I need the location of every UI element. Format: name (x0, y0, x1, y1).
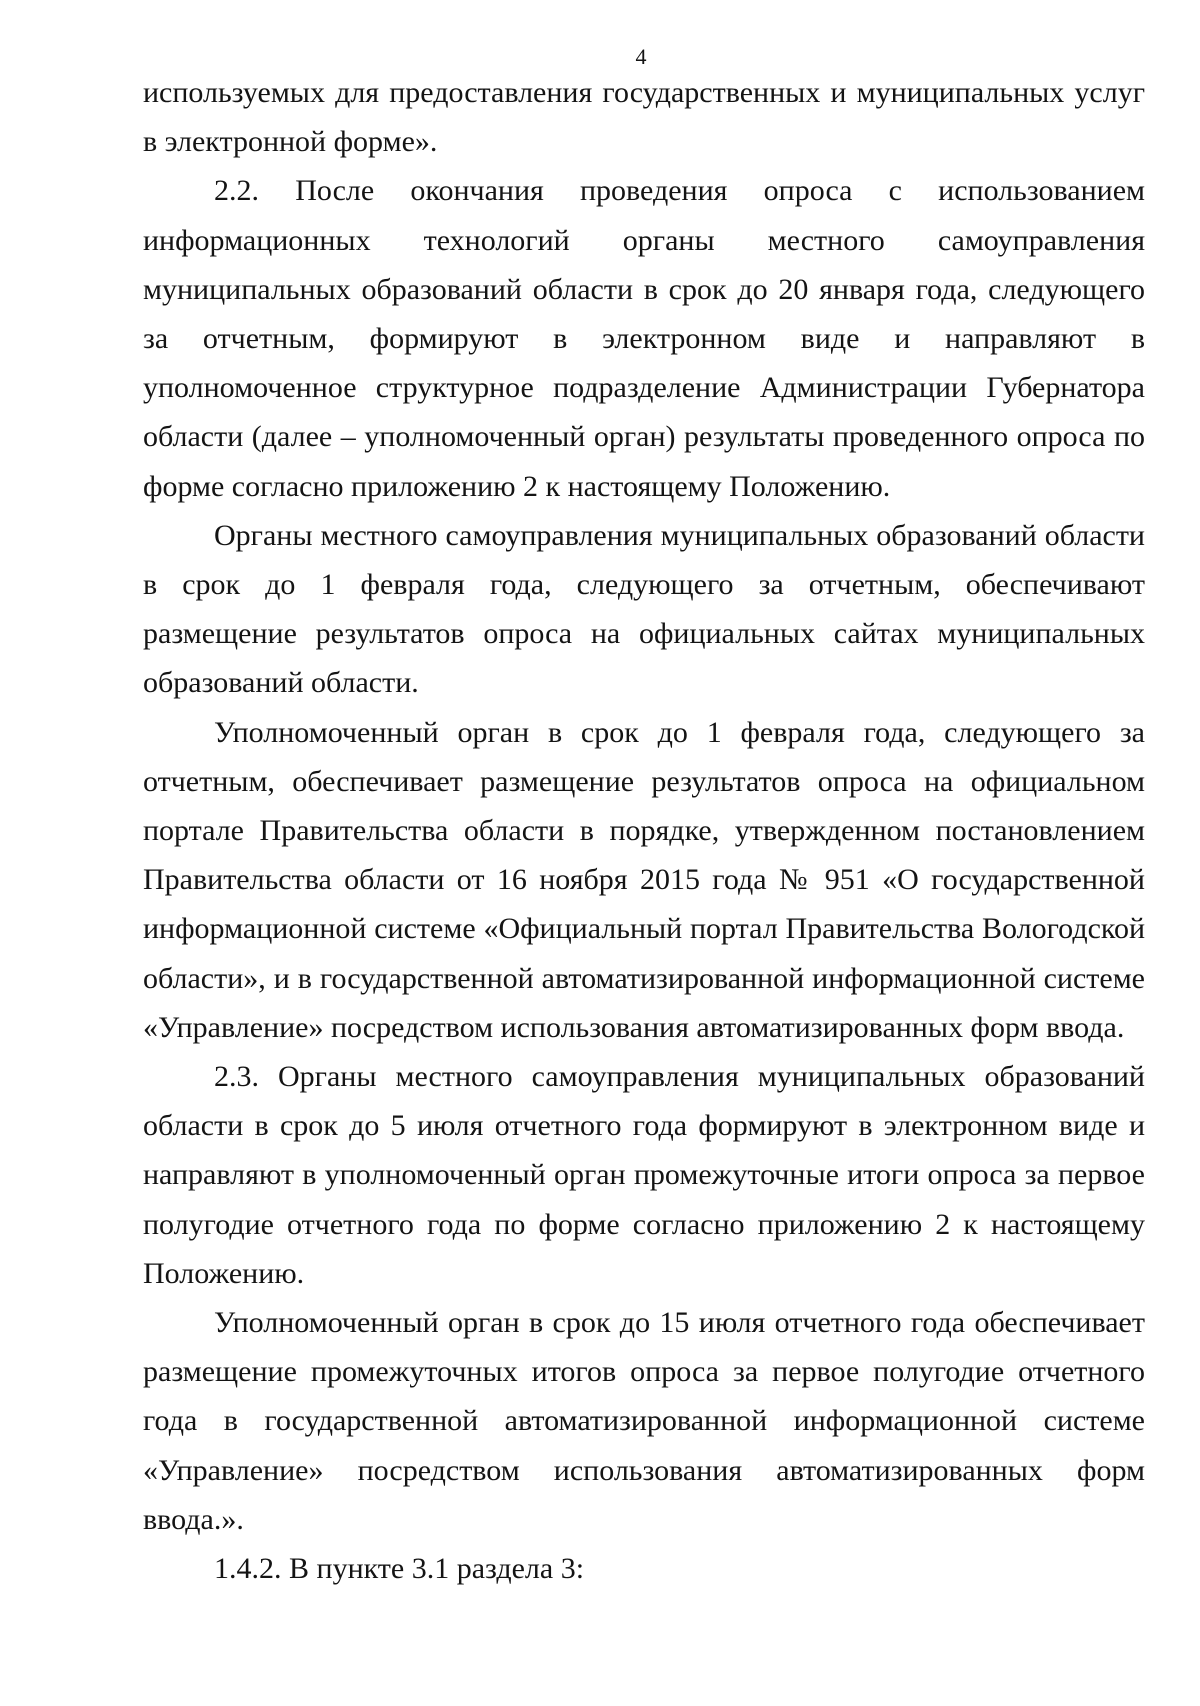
document-body (143, 68, 1145, 1593)
paragraph-2-2: 2.2. После окончания проведения опроса с использованием информационных технологий органы местного самоуправления муниципальных образований области в срок до 20 января года, следующего за отчетным, формируют в электронном виде и направляют в уполномоченное структурное подразделение Администрации Губернатора области (далее – уполномоченный орган) результаты проведенного опроса по форме согласно приложению 2 к настоящему Положению. (143, 174, 1145, 503)
paragraph-interim-results: Уполномоченный орган в срок до 15 июля отчетного года обеспечивает размещение промежуточных итогов опроса за первое полугодие отчетного года в государственной автоматизированной информационной системе «Управление» посредством использования автоматизированных форм ввода.». (143, 1306, 1145, 1536)
paragraph-continuation: используемых для предоставления государственных и муниципальных услуг в электронной форме». (143, 76, 1145, 159)
paragraph-local-government-publication: Органы местного самоуправления муниципальных образований области в срок до 1 февраля года, следующего за отчетным, обеспечивают размещение результатов опроса на официальных сайтах муниципальных образований области. (143, 518, 1145, 700)
paragraph-authorized-body-publication: Уполномоченный орган в срок до 1 февраля года, следующего за отчетным, обеспечивает размещение результатов опроса на официальном портале Правительства области в порядке, утвержденном постановлением Правительства области от 16 ноября 2015 года № 951 «О государственной информационной системе «Официальный портал Правительства Вологодской области», и в государственной автоматизированной информационной системе «Управление» посредством использования автоматизированных форм ввода. (143, 715, 1145, 1044)
page-number: 4 (635, 44, 647, 69)
paragraph-2-3: 2.3. Органы местного самоуправления муниципальных образований области в срок до 5 июля отчетного года формируют в электронном виде и направляют в уполномоченный орган промежуточные итоги опроса за первое полугодие отчетного года по форме согласно приложению 2 к настоящему Положению. (143, 1060, 1145, 1290)
paragraph-1-4-2: 1.4.2. В пункте 3.1 раздела 3: (214, 1552, 585, 1586)
